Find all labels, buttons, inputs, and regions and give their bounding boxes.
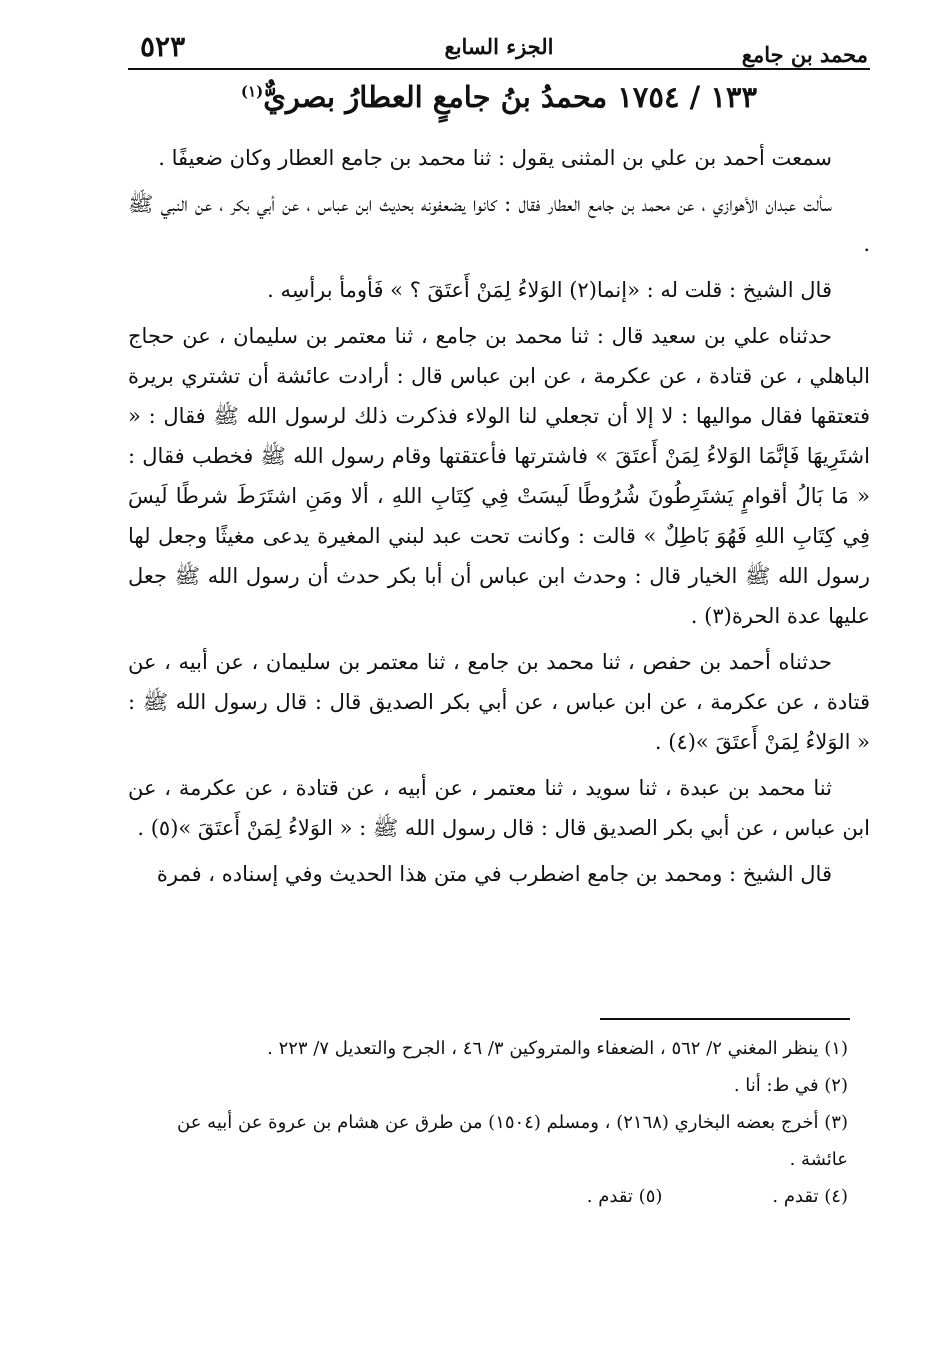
paragraph: قال الشيخ : ومحمد بن جامع اضطرب في متن هذا الحديث وفي إسناده ، فمرة (156, 862, 832, 886)
footnote: (٥) تقدم . (586, 1186, 663, 1207)
page-number: ٥٢٣ (140, 30, 186, 63)
paragraph: سمعت أحمد بن علي بن المثنى يقول : ثنا محمد بن جامع العطار وكان ضعيفًا . (158, 146, 832, 170)
footnotes (128, 1030, 848, 1215)
paragraph: سألت عبدان الأهوازي ، عن محمد بن جامع العطار فقال : كانوا يضعفونه بحديث ابن عباس ، عن أبي بكر ، عن النبي ﷺ . (128, 192, 870, 256)
footnote: (١) ينظر المغني ٢/ ٥٦٢ ، الضعفاء والمتروكين ٣/ ٤٦ ، الجرح والتعديل ٧/ ٢٢٣ . (267, 1038, 848, 1059)
entry-title-text: ١٣٣ / ١٧٥٤ محمدُ بنُ جامعٍ العطارُ بصريٌّ (263, 80, 758, 114)
entry-footnote-mark: (١) (240, 82, 264, 101)
paragraph: حدثناه أحمد بن حفص ، ثنا محمد بن جامع ، ثنا معتمر بن سليمان ، عن أبيه ، عن قتادة ، عن عكرمة ، عن ابن عباس ، عن أبي بكر الصديق قال : قال رسول الله ﷺ : « الوَلاءُ لِمَنْ أَعتَقَ »(٤) . (128, 650, 870, 754)
footnote: (٣) أخرج بعضه البخاري (٢١٦٨) ، ومسلم (١٥٠٤) من طرق عن هشام بن عروة عن أبيه عن عائشة . (177, 1112, 848, 1170)
paragraph: حدثناه علي بن سعيد قال : ثنا محمد بن جامع ، ثنا معتمر بن سليمان ، عن حجاج الباهلي ، عن قتادة ، عن عكرمة ، عن ابن عباس قال : أرادت عائشة أن تشتري بريرة فتعتقها فقال مواليها : لا إلا أن تجعلي لنا الولاء فذكرت ذلك لرسول الله ﷺ فقال : « اشتَرِيهَا فَإنَّمَا الوَلاءُ لِمَنْ أَعتَقَ » فاشترتها فأعتقتها وقام رسول الله ﷺ فخطب فقال : « مَا بَالُ أقوامٍ يَشتَرِطُونَ شُرُوطًا لَيسَتْ فِي كِتَابِ اللهِ ، ألا ومَنِ اشتَرَطَ شرطًا لَيسَ فِي كِتَابِ اللهِ فَهُوَ بَاطِلٌ » قالت : وكانت تحت عبد لبني المغيرة يدعى مغيثًا وجعل لها رسول الله ﷺ الخيار قال : وحدث ابن عباس أن أبا بكر حدث أن رسول الله ﷺ جعل عليها عدة الحرة(٣) . (128, 324, 870, 628)
part-title: الجزء السابع (444, 34, 554, 59)
paragraph: ثنا محمد بن عبدة ، ثنا سويد ، ثنا معتمر ، عن أبيه ، عن قتادة ، عن عكرمة ، عن ابن عباس ، عن أبي بكر الصديق قال : قال رسول الله ﷺ : « الوَلاءُ لِمَنْ أَعتَقَ »(٥) . (128, 776, 870, 840)
running-title: محمد بن جامع (741, 42, 868, 67)
page-header (128, 30, 870, 70)
main-text (128, 138, 870, 900)
footnote-divider (600, 1018, 850, 1020)
footnote-row (128, 1178, 848, 1215)
paragraph: قال الشيخ : قلت له : «إنما(٢) الوَلاءُ لِمَنْ أَعتَقَ ؟ » فَأومأ برأسِه . (267, 278, 832, 302)
footnote: (٢) في ط: أنا . (733, 1075, 848, 1096)
header-divider (128, 68, 870, 70)
footnote: (٤) تقدم . (772, 1186, 848, 1207)
entry-heading (128, 80, 870, 130)
